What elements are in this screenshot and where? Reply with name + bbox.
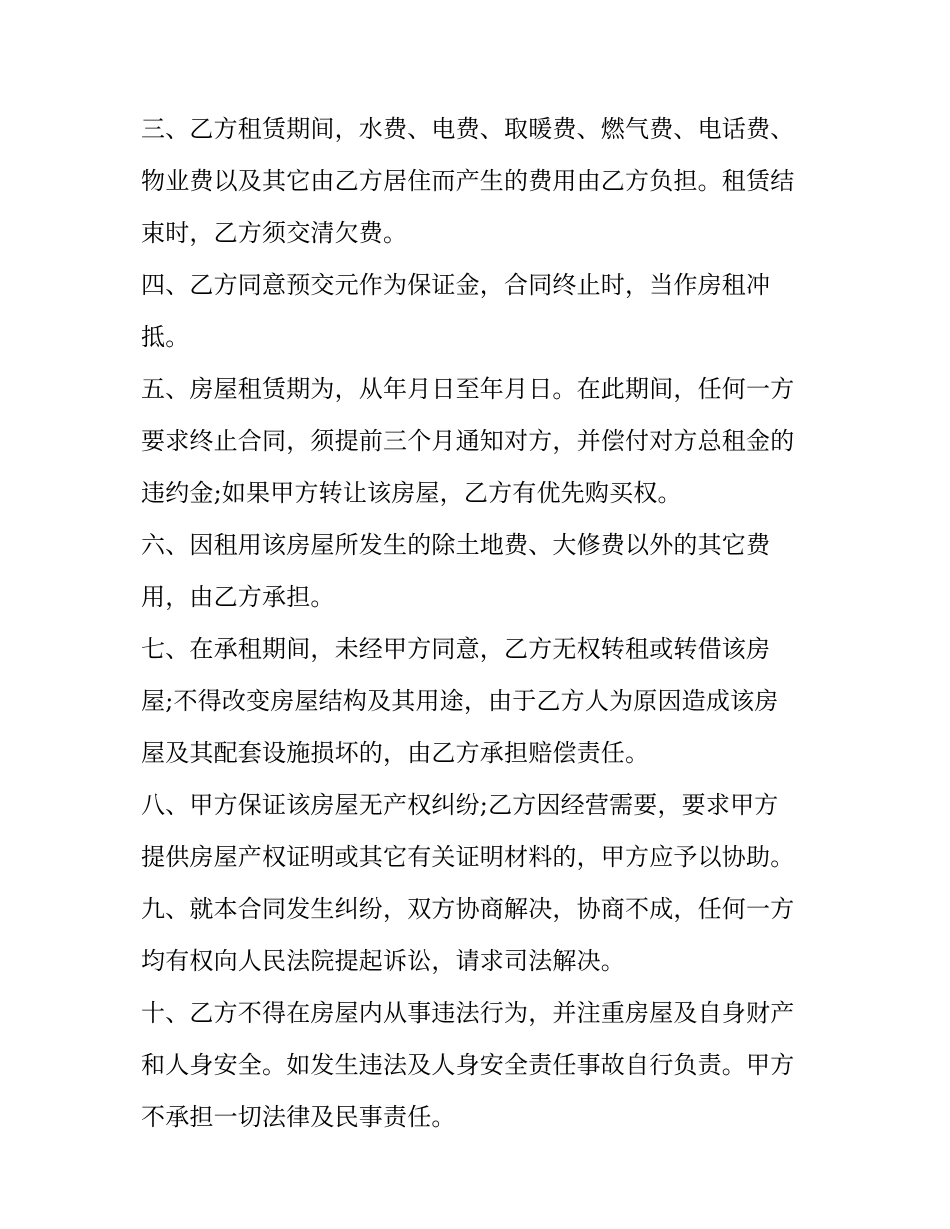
text-line: 六、因租用该房屋所发生的除土地费、大修费以外的其它费 xyxy=(141,531,771,559)
text-line: 物业费以及其它由乙方居住而产生的费用由乙方负担。租赁结 xyxy=(141,167,795,195)
text-line: 不承担一切法律及民事责任。 xyxy=(141,1103,456,1131)
clause-10 xyxy=(141,987,821,1143)
clause-3 xyxy=(141,103,821,259)
text-line: 四、乙方同意预交元作为保证金，合同终止时，当作房租冲 xyxy=(141,271,771,299)
text-line: 三、乙方租赁期间，水费、电费、取暖费、燃气费、电话费、 xyxy=(141,115,795,143)
text-line: 九、就本合同发生纠纷，双方协商解决，协商不成，任何一方 xyxy=(141,895,795,923)
text-line: 五、房屋租赁期为，从年月日至年月日。在此期间，任何一方 xyxy=(141,375,795,403)
text-line: 屋;不得改变房屋结构及其用途，由于乙方人为原因造成该房 xyxy=(141,687,779,715)
clause-7 xyxy=(141,623,821,779)
clause-9 xyxy=(141,883,821,987)
text-line: 用，由乙方承担。 xyxy=(141,583,335,611)
text-line: 七、在承租期间，未经甲方同意，乙方无权转租或转借该房 xyxy=(141,635,771,663)
text-line: 提供房屋产权证明或其它有关证明材料的，甲方应予以协助。 xyxy=(141,843,795,871)
text-line: 均有权向人民法院提起诉讼，请求司法解决。 xyxy=(141,947,625,975)
text-line: 束时，乙方须交清欠费。 xyxy=(141,219,408,247)
text-line: 屋及其配套设施损坏的，由乙方承担赔偿责任。 xyxy=(141,739,650,767)
text-line: 八、甲方保证该房屋无产权纠纷;乙方因经营需要，要求甲方 xyxy=(141,791,779,819)
text-line: 抵。 xyxy=(141,323,190,351)
clause-6 xyxy=(141,519,821,623)
text-line: 十、乙方不得在房屋内从事违法行为，并注重房屋及自身财产 xyxy=(141,999,795,1027)
text-line: 要求终止合同，须提前三个月通知对方，并偿付对方总租金的 xyxy=(141,427,795,455)
document-page xyxy=(141,103,821,1143)
clause-4 xyxy=(141,259,821,363)
text-line: 和人身安全。如发生违法及人身安全责任事故自行负责。甲方 xyxy=(141,1051,795,1079)
clause-5 xyxy=(141,363,821,519)
text-line: 违约金;如果甲方转让该房屋，乙方有优先购买权。 xyxy=(141,479,682,507)
clause-8 xyxy=(141,779,821,883)
